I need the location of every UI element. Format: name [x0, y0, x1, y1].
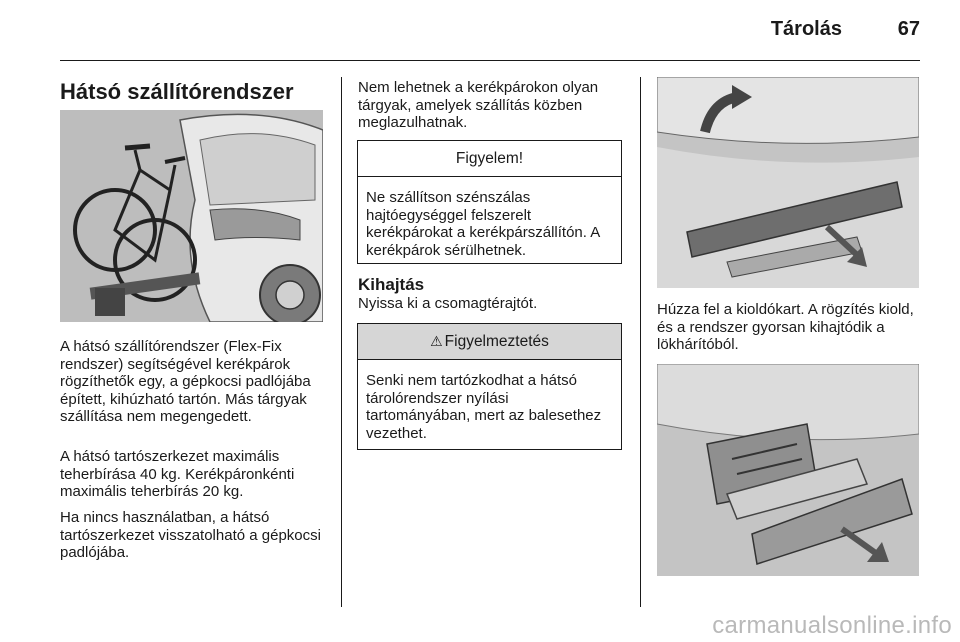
warning-box — [357, 323, 622, 450]
warning-title: Figyelmeztetés — [444, 333, 549, 350]
subsection-title: Kihajtás — [358, 275, 425, 294]
warning-icon: ⚠ — [430, 333, 443, 349]
watermark: carmanualsonline.info — [712, 612, 952, 639]
header-divider — [60, 60, 920, 61]
paragraph-release-lever: Húzza fel a kioldókart. A rögzítés kiold, és a rendszer gyorsan kihajtódik a lökhárítóból. — [657, 301, 914, 353]
paragraph-loose-objects: Nem lehetnek a kerékpárokon olyan tárgyak, amelyek szállítás közben meglazulhatnak. — [358, 79, 599, 131]
release-lever-illustration — [657, 77, 919, 288]
column-divider-left — [341, 77, 342, 607]
page-number: 67 — [897, 18, 920, 40]
paragraph-open-tailgate: Nyissa ki a csomagtérajtót. — [358, 295, 538, 312]
caution-box — [357, 140, 622, 264]
section-title: Hátsó szállítórendszer — [60, 79, 294, 104]
caution-title: Figyelem! — [358, 141, 621, 177]
caution-text: Ne szállítson szénszálas hajtóegységgel felszerelt kerékpárokat a kerékpárszállítón. A kerékpárok sérülhetnek. — [366, 189, 600, 259]
carrier-extended-illustration — [657, 364, 919, 576]
warning-text: Senki nem tartózkodhat a hátsó tárolórendszer nyílási tartományában, mert az balesethez vezethet. — [366, 372, 602, 442]
paragraph-intro: A hátsó szállítórendszer (Flex-Fix rendszer) segítségével kerékpárok rögzíthetők egy, a gépkocsi padlójába épített, kihúzható tartón. Más tárgyak szállítása nem megengedett. — [60, 338, 311, 425]
bike-carrier-illustration — [60, 110, 323, 322]
paragraph-load-capacity: A hátsó tartószerkezet maximális teherbírása 40 kg. Kerékpáronkénti maximális teherbírás 20 kg. — [60, 448, 295, 500]
paragraph-storage: Ha nincs használatban, a hátsó tartószerkezet visszatolható a gépkocsi padlójába. — [60, 509, 321, 561]
chapter-title: Tárolás — [770, 18, 842, 40]
column-divider-right — [640, 77, 641, 607]
warning-header — [358, 324, 621, 360]
